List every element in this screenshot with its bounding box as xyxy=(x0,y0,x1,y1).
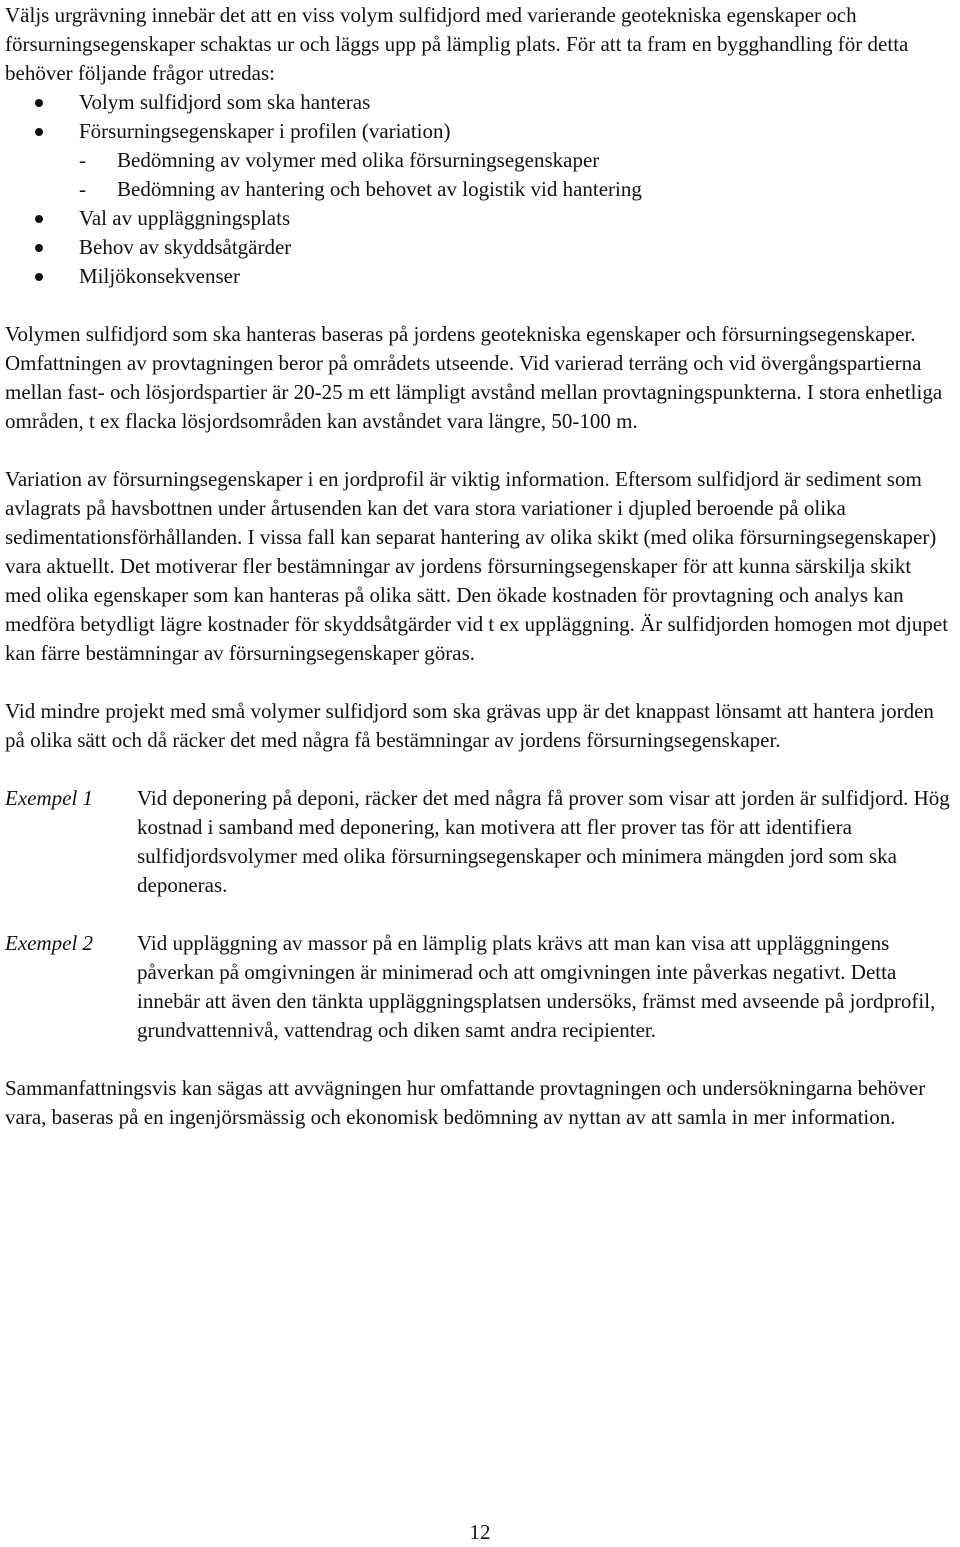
example-1-text: Vid deponering på deponi, räcker det med några få prover som visar att jorden är sulfidjord. Hög kostnad i samband med deponering, kan motivera att fler prover tas för att identifiera sulfidjordsvolymer med olika försurningsegenskaper och minimera mängden jord som ska deponeras. xyxy=(137,786,950,897)
list-item xyxy=(5,204,951,233)
variation-paragraph: Variation av försurningsegenskaper i en jordprofil är viktig information. Eftersom sulfidjord är sediment som avlagrats på havsbottnen under årtusenden kan det vara stora variationer i djupled beroende på olika sedimentationsförhållanden. I vissa fall kan separat hantering av olika skikt (med olika försurningsegenskaper) vara aktuellt. Det motiverar fler bestämningar av jordens försurningsegenskaper för att kunna särskilja skikt med olika egenskaper som kan hanteras på olika sätt. Den ökade kostnaden för provtagning och analys kan medföra betydligt lägre kostnader för skyddsåtgärder vid t ex uppläggning. Är sulfidjorden homogen mot djupet kan färre bestämningar av försurningsegenskaper göras. xyxy=(5,467,949,665)
dash-marker: - xyxy=(79,177,86,201)
list-item-text: Behov av skyddsåtgärder xyxy=(79,235,292,259)
sub-list-item-text: Bedömning av hantering och behovet av logistik vid hantering xyxy=(117,177,642,201)
list-item-text: Miljökonsekvenser xyxy=(79,264,240,288)
list-item-text: Försurningsegenskaper i profilen (variation) xyxy=(79,119,451,143)
sub-list-item xyxy=(5,146,951,175)
example-2-text: Vid uppläggning av massor på en lämplig plats krävs att man kan visa att uppläggningens påverkan på omgivningen är minimerad och att omgivningen inte påverkas negativt. Detta innebär att även den tänkta uppläggningsplatsen undersöks, främst med avseende på jordprofil, grundvattennivå, vattendrag och diken samt andra recipienter. xyxy=(137,931,936,1042)
volume-paragraph: Volymen sulfidjord som ska hanteras baseras på jordens geotekniska egenskaper och försurningsegenskaper. Omfattningen av provtagningen beror på områdets utseende. Vid varierad terräng och vid övergångspartierna mellan fast- och lösjordspartier är 20-25 m ett lämpligt avstånd mellan provtagningspunkterna. I stora enhetliga områden, t ex flacka lösjordsområden kan avståndet vara längre, 50-100 m. xyxy=(5,322,943,433)
example-1-label: Exempel 1 xyxy=(5,786,94,810)
question-list xyxy=(5,88,951,291)
sub-list-item-text: Bedömning av volymer med olika försurningsegenskaper xyxy=(117,148,600,172)
list-item xyxy=(5,88,951,117)
bullet-icon xyxy=(35,244,43,252)
list-item xyxy=(5,233,951,262)
list-item-text: Volym sulfidjord som ska hanteras xyxy=(79,90,371,114)
bullet-icon xyxy=(35,273,43,281)
summary-paragraph: Sammanfattningsvis kan sägas att avvägningen hur omfattande provtagningen och undersökningarna behöver vara, baseras på en ingenjörsmässig och ekonomisk bedömning av nyttan av att samla in mer information. xyxy=(5,1076,926,1129)
bullet-icon xyxy=(35,99,43,107)
list-item xyxy=(5,262,951,291)
small-projects-paragraph: Vid mindre projekt med små volymer sulfidjord som ska grävas upp är det knappast lönsamt att hantera jorden på olika sätt och då räcker det med några få bestämningar av jordens försurningsegenskaper. xyxy=(5,699,934,752)
example-1 xyxy=(5,784,951,900)
bullet-icon xyxy=(35,128,43,136)
example-2 xyxy=(5,929,951,1045)
bullet-icon xyxy=(35,215,43,223)
list-item-text: Val av uppläggningsplats xyxy=(79,206,291,230)
sub-list-item xyxy=(5,175,951,204)
intro-paragraph: Väljs urgrävning innebär det att en viss volym sulfidjord med varierande geotekniska egenskaper och försurningsegenskaper schaktas ur och läggs upp på lämplig plats. För att ta fram en bygghandling för detta behöver följande frågor utredas: xyxy=(5,3,909,85)
example-2-label: Exempel 2 xyxy=(5,931,94,955)
document-page xyxy=(5,0,951,1132)
page-number: 12 xyxy=(469,1520,491,1544)
dash-marker: - xyxy=(79,148,86,172)
list-item xyxy=(5,117,951,146)
